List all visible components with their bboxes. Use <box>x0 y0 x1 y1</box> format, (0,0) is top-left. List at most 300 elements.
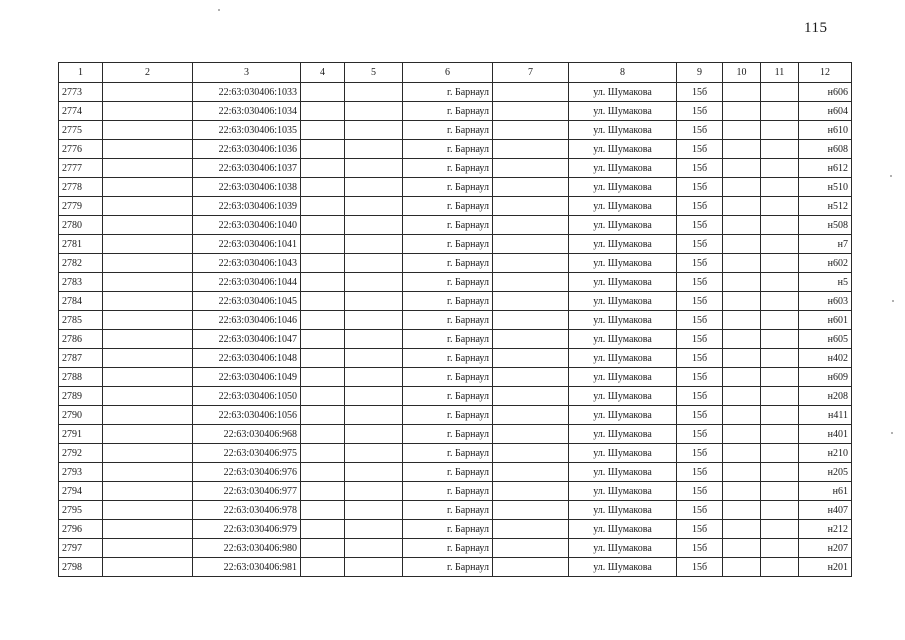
house-number-cell: 15б <box>677 292 723 311</box>
column-2-cell <box>103 349 193 368</box>
column-11-cell <box>761 292 799 311</box>
premises-number-cell: н510 <box>799 178 852 197</box>
row-number-cell: 2780 <box>59 216 103 235</box>
street-cell: ул. Шумакова <box>569 140 677 159</box>
column-2-cell <box>103 216 193 235</box>
column-7-cell <box>493 406 569 425</box>
house-number-cell: 15б <box>677 444 723 463</box>
cadastral-number-cell: 22:63:030406:1045 <box>193 292 301 311</box>
column-header-4: 4 <box>301 63 345 83</box>
row-number-cell: 2790 <box>59 406 103 425</box>
column-10-cell <box>723 121 761 140</box>
street-cell: ул. Шумакова <box>569 501 677 520</box>
column-7-cell <box>493 311 569 330</box>
column-4-cell <box>301 102 345 121</box>
street-cell: ул. Шумакова <box>569 406 677 425</box>
cadastral-number-cell: 22:63:030406:1034 <box>193 102 301 121</box>
column-2-cell <box>103 311 193 330</box>
table-body <box>59 83 852 577</box>
city-cell: г. Барнаул <box>403 425 493 444</box>
column-5-cell <box>345 349 403 368</box>
column-10-cell <box>723 311 761 330</box>
column-11-cell <box>761 254 799 273</box>
cadastral-number-cell: 22:63:030406:968 <box>193 425 301 444</box>
street-cell: ул. Шумакова <box>569 292 677 311</box>
column-5-cell <box>345 273 403 292</box>
cadastral-number-cell: 22:63:030406:977 <box>193 482 301 501</box>
column-7-cell <box>493 539 569 558</box>
column-header-7: 7 <box>493 63 569 83</box>
column-4-cell <box>301 444 345 463</box>
street-cell: ул. Шумакова <box>569 330 677 349</box>
premises-number-cell: н5 <box>799 273 852 292</box>
street-cell: ул. Шумакова <box>569 463 677 482</box>
city-cell: г. Барнаул <box>403 330 493 349</box>
table-row <box>59 140 852 159</box>
street-cell: ул. Шумакова <box>569 159 677 178</box>
column-4-cell <box>301 140 345 159</box>
column-2-cell <box>103 387 193 406</box>
column-10-cell <box>723 482 761 501</box>
city-cell: г. Барнаул <box>403 501 493 520</box>
column-4-cell <box>301 558 345 577</box>
column-4-cell <box>301 235 345 254</box>
house-number-cell: 15б <box>677 463 723 482</box>
column-10-cell <box>723 235 761 254</box>
house-number-cell: 15б <box>677 273 723 292</box>
column-10-cell <box>723 368 761 387</box>
column-2-cell <box>103 178 193 197</box>
column-2-cell <box>103 273 193 292</box>
house-number-cell: 15б <box>677 121 723 140</box>
column-2-cell <box>103 140 193 159</box>
column-7-cell <box>493 520 569 539</box>
column-2-cell <box>103 520 193 539</box>
column-5-cell <box>345 463 403 482</box>
house-number-cell: 15б <box>677 102 723 121</box>
row-number-cell: 2776 <box>59 140 103 159</box>
column-5-cell <box>345 539 403 558</box>
house-number-cell: 15б <box>677 311 723 330</box>
column-2-cell <box>103 558 193 577</box>
column-5-cell <box>345 406 403 425</box>
column-10-cell <box>723 558 761 577</box>
house-number-cell: 15б <box>677 216 723 235</box>
column-4-cell <box>301 425 345 444</box>
column-4-cell <box>301 330 345 349</box>
table-row <box>59 558 852 577</box>
row-number-cell: 2794 <box>59 482 103 501</box>
city-cell: г. Барнаул <box>403 482 493 501</box>
column-7-cell <box>493 83 569 102</box>
column-4-cell <box>301 197 345 216</box>
column-5-cell <box>345 197 403 216</box>
column-11-cell <box>761 520 799 539</box>
column-2-cell <box>103 102 193 121</box>
row-number-cell: 2787 <box>59 349 103 368</box>
column-10-cell <box>723 349 761 368</box>
page-number: 115 <box>804 20 828 36</box>
street-cell: ул. Шумакова <box>569 102 677 121</box>
street-cell: ул. Шумакова <box>569 349 677 368</box>
table-row <box>59 102 852 121</box>
column-header-3: 3 <box>193 63 301 83</box>
scan-speck <box>891 432 893 434</box>
column-2-cell <box>103 539 193 558</box>
column-11-cell <box>761 463 799 482</box>
city-cell: г. Барнаул <box>403 83 493 102</box>
street-cell: ул. Шумакова <box>569 235 677 254</box>
column-2-cell <box>103 368 193 387</box>
column-11-cell <box>761 159 799 178</box>
premises-number-cell: н212 <box>799 520 852 539</box>
column-2-cell <box>103 330 193 349</box>
column-5-cell <box>345 83 403 102</box>
table-row <box>59 178 852 197</box>
street-cell: ул. Шумакова <box>569 121 677 140</box>
house-number-cell: 15б <box>677 539 723 558</box>
cadastral-number-cell: 22:63:030406:1056 <box>193 406 301 425</box>
column-7-cell <box>493 330 569 349</box>
column-5-cell <box>345 140 403 159</box>
column-header-5: 5 <box>345 63 403 83</box>
column-4-cell <box>301 292 345 311</box>
column-4-cell <box>301 273 345 292</box>
column-header-9: 9 <box>677 63 723 83</box>
column-11-cell <box>761 235 799 254</box>
scan-speck <box>892 300 894 302</box>
column-2-cell <box>103 463 193 482</box>
column-11-cell <box>761 349 799 368</box>
table-row <box>59 425 852 444</box>
column-7-cell <box>493 558 569 577</box>
street-cell: ул. Шумакова <box>569 387 677 406</box>
cadastral-number-cell: 22:63:030406:1040 <box>193 216 301 235</box>
column-7-cell <box>493 444 569 463</box>
column-4-cell <box>301 501 345 520</box>
column-11-cell <box>761 83 799 102</box>
column-5-cell <box>345 121 403 140</box>
house-number-cell: 15б <box>677 558 723 577</box>
house-number-cell: 15б <box>677 425 723 444</box>
city-cell: г. Барнаул <box>403 558 493 577</box>
row-number-cell: 2779 <box>59 197 103 216</box>
column-7-cell <box>493 159 569 178</box>
city-cell: г. Барнаул <box>403 159 493 178</box>
column-7-cell <box>493 254 569 273</box>
city-cell: г. Барнаул <box>403 349 493 368</box>
table-row <box>59 368 852 387</box>
row-number-cell: 2795 <box>59 501 103 520</box>
column-10-cell <box>723 273 761 292</box>
premises-number-cell: н7 <box>799 235 852 254</box>
city-cell: г. Барнаул <box>403 254 493 273</box>
column-7-cell <box>493 425 569 444</box>
table-row <box>59 520 852 539</box>
column-7-cell <box>493 197 569 216</box>
scan-speck <box>890 175 892 177</box>
table-row <box>59 292 852 311</box>
row-number-cell: 2777 <box>59 159 103 178</box>
street-cell: ул. Шумакова <box>569 444 677 463</box>
column-2-cell <box>103 197 193 216</box>
column-7-cell <box>493 235 569 254</box>
column-header-6: 6 <box>403 63 493 83</box>
column-7-cell <box>493 482 569 501</box>
city-cell: г. Барнаул <box>403 292 493 311</box>
column-5-cell <box>345 444 403 463</box>
column-5-cell <box>345 425 403 444</box>
column-11-cell <box>761 501 799 520</box>
scan-speck <box>218 9 220 11</box>
street-cell: ул. Шумакова <box>569 197 677 216</box>
cadastral-number-cell: 22:63:030406:978 <box>193 501 301 520</box>
city-cell: г. Барнаул <box>403 140 493 159</box>
column-2-cell <box>103 444 193 463</box>
row-number-cell: 2788 <box>59 368 103 387</box>
table-row <box>59 311 852 330</box>
table-row <box>59 121 852 140</box>
column-11-cell <box>761 311 799 330</box>
column-7-cell <box>493 349 569 368</box>
column-2-cell <box>103 121 193 140</box>
cadastral-number-cell: 22:63:030406:979 <box>193 520 301 539</box>
column-2-cell <box>103 482 193 501</box>
row-number-cell: 2775 <box>59 121 103 140</box>
street-cell: ул. Шумакова <box>569 254 677 273</box>
premises-number-cell: н602 <box>799 254 852 273</box>
column-11-cell <box>761 121 799 140</box>
street-cell: ул. Шумакова <box>569 178 677 197</box>
city-cell: г. Барнаул <box>403 235 493 254</box>
column-5-cell <box>345 292 403 311</box>
column-5-cell <box>345 178 403 197</box>
street-cell: ул. Шумакова <box>569 83 677 102</box>
table-row <box>59 463 852 482</box>
column-10-cell <box>723 254 761 273</box>
cadastral-number-cell: 22:63:030406:1039 <box>193 197 301 216</box>
city-cell: г. Барнаул <box>403 406 493 425</box>
table-row <box>59 482 852 501</box>
column-11-cell <box>761 444 799 463</box>
street-cell: ул. Шумакова <box>569 368 677 387</box>
table-row <box>59 406 852 425</box>
column-10-cell <box>723 159 761 178</box>
premises-number-cell: н604 <box>799 102 852 121</box>
column-10-cell <box>723 463 761 482</box>
cadastral-number-cell: 22:63:030406:1050 <box>193 387 301 406</box>
row-number-cell: 2782 <box>59 254 103 273</box>
column-5-cell <box>345 482 403 501</box>
city-cell: г. Барнаул <box>403 444 493 463</box>
column-5-cell <box>345 520 403 539</box>
column-7-cell <box>493 140 569 159</box>
column-4-cell <box>301 216 345 235</box>
column-2-cell <box>103 292 193 311</box>
column-2-cell <box>103 254 193 273</box>
table-row <box>59 159 852 178</box>
premises-number-cell: н201 <box>799 558 852 577</box>
premises-number-cell: н512 <box>799 197 852 216</box>
house-number-cell: 15б <box>677 197 723 216</box>
premises-number-cell: н208 <box>799 387 852 406</box>
column-4-cell <box>301 482 345 501</box>
cadastral-number-cell: 22:63:030406:1038 <box>193 178 301 197</box>
row-number-cell: 2792 <box>59 444 103 463</box>
street-cell: ул. Шумакова <box>569 558 677 577</box>
premises-number-cell: н605 <box>799 330 852 349</box>
column-7-cell <box>493 178 569 197</box>
cadastral-number-cell: 22:63:030406:976 <box>193 463 301 482</box>
column-11-cell <box>761 273 799 292</box>
column-7-cell <box>493 102 569 121</box>
street-cell: ул. Шумакова <box>569 539 677 558</box>
column-header-12: 12 <box>799 63 852 83</box>
cadastral-number-cell: 22:63:030406:981 <box>193 558 301 577</box>
cadastral-number-cell: 22:63:030406:1044 <box>193 273 301 292</box>
house-number-cell: 15б <box>677 140 723 159</box>
city-cell: г. Барнаул <box>403 178 493 197</box>
column-7-cell <box>493 501 569 520</box>
cadastral-number-cell: 22:63:030406:1049 <box>193 368 301 387</box>
column-4-cell <box>301 254 345 273</box>
column-4-cell <box>301 387 345 406</box>
street-cell: ул. Шумакова <box>569 482 677 501</box>
street-cell: ул. Шумакова <box>569 273 677 292</box>
row-number-cell: 2783 <box>59 273 103 292</box>
city-cell: г. Барнаул <box>403 102 493 121</box>
city-cell: г. Барнаул <box>403 216 493 235</box>
column-11-cell <box>761 539 799 558</box>
house-number-cell: 15б <box>677 178 723 197</box>
city-cell: г. Барнаул <box>403 197 493 216</box>
column-10-cell <box>723 216 761 235</box>
city-cell: г. Барнаул <box>403 387 493 406</box>
column-5-cell <box>345 558 403 577</box>
cadastral-number-cell: 22:63:030406:1043 <box>193 254 301 273</box>
column-4-cell <box>301 463 345 482</box>
premises-number-cell: н612 <box>799 159 852 178</box>
column-7-cell <box>493 121 569 140</box>
table-row <box>59 330 852 349</box>
column-10-cell <box>723 102 761 121</box>
column-5-cell <box>345 311 403 330</box>
cadastral-number-cell: 22:63:030406:980 <box>193 539 301 558</box>
cadastral-number-cell: 22:63:030406:1033 <box>193 83 301 102</box>
table-row <box>59 539 852 558</box>
column-11-cell <box>761 482 799 501</box>
column-header-11: 11 <box>761 63 799 83</box>
premises-number-cell: н606 <box>799 83 852 102</box>
column-7-cell <box>493 463 569 482</box>
row-number-cell: 2778 <box>59 178 103 197</box>
cadastral-number-cell: 22:63:030406:1036 <box>193 140 301 159</box>
column-4-cell <box>301 368 345 387</box>
column-10-cell <box>723 330 761 349</box>
row-number-cell: 2789 <box>59 387 103 406</box>
premises-number-cell: н210 <box>799 444 852 463</box>
column-10-cell <box>723 197 761 216</box>
street-cell: ул. Шумакова <box>569 425 677 444</box>
column-10-cell <box>723 292 761 311</box>
house-number-cell: 15б <box>677 235 723 254</box>
column-4-cell <box>301 159 345 178</box>
house-number-cell: 15б <box>677 482 723 501</box>
row-number-cell: 2786 <box>59 330 103 349</box>
premises-number-cell: н207 <box>799 539 852 558</box>
city-cell: г. Барнаул <box>403 368 493 387</box>
street-cell: ул. Шумакова <box>569 520 677 539</box>
column-10-cell <box>723 501 761 520</box>
house-number-cell: 15б <box>677 368 723 387</box>
column-4-cell <box>301 539 345 558</box>
column-10-cell <box>723 83 761 102</box>
column-11-cell <box>761 216 799 235</box>
premises-number-cell: н603 <box>799 292 852 311</box>
table-row <box>59 387 852 406</box>
column-11-cell <box>761 197 799 216</box>
row-number-cell: 2773 <box>59 83 103 102</box>
premises-number-cell: н61 <box>799 482 852 501</box>
house-number-cell: 15б <box>677 159 723 178</box>
column-10-cell <box>723 444 761 463</box>
column-2-cell <box>103 83 193 102</box>
house-number-cell: 15б <box>677 501 723 520</box>
street-cell: ул. Шумакова <box>569 216 677 235</box>
column-5-cell <box>345 102 403 121</box>
column-5-cell <box>345 330 403 349</box>
column-11-cell <box>761 178 799 197</box>
column-7-cell <box>493 216 569 235</box>
column-10-cell <box>723 539 761 558</box>
table-row <box>59 216 852 235</box>
column-5-cell <box>345 254 403 273</box>
house-number-cell: 15б <box>677 520 723 539</box>
premises-number-cell: н601 <box>799 311 852 330</box>
column-header-8: 8 <box>569 63 677 83</box>
column-5-cell <box>345 368 403 387</box>
city-cell: г. Барнаул <box>403 520 493 539</box>
column-7-cell <box>493 387 569 406</box>
premises-number-cell: н402 <box>799 349 852 368</box>
column-11-cell <box>761 406 799 425</box>
premises-number-cell: н407 <box>799 501 852 520</box>
column-10-cell <box>723 140 761 159</box>
row-number-cell: 2774 <box>59 102 103 121</box>
column-header-2: 2 <box>103 63 193 83</box>
column-7-cell <box>493 368 569 387</box>
column-7-cell <box>493 292 569 311</box>
house-number-cell: 15б <box>677 254 723 273</box>
column-4-cell <box>301 121 345 140</box>
column-5-cell <box>345 216 403 235</box>
city-cell: г. Барнаул <box>403 311 493 330</box>
column-4-cell <box>301 349 345 368</box>
column-5-cell <box>345 235 403 254</box>
column-2-cell <box>103 425 193 444</box>
house-number-cell: 15б <box>677 83 723 102</box>
column-7-cell <box>493 273 569 292</box>
house-number-cell: 15б <box>677 406 723 425</box>
column-5-cell <box>345 501 403 520</box>
premises-number-cell: н610 <box>799 121 852 140</box>
column-2-cell <box>103 235 193 254</box>
cadastral-number-cell: 22:63:030406:1046 <box>193 311 301 330</box>
table-row <box>59 197 852 216</box>
row-number-cell: 2793 <box>59 463 103 482</box>
house-number-cell: 15б <box>677 349 723 368</box>
table-row <box>59 501 852 520</box>
